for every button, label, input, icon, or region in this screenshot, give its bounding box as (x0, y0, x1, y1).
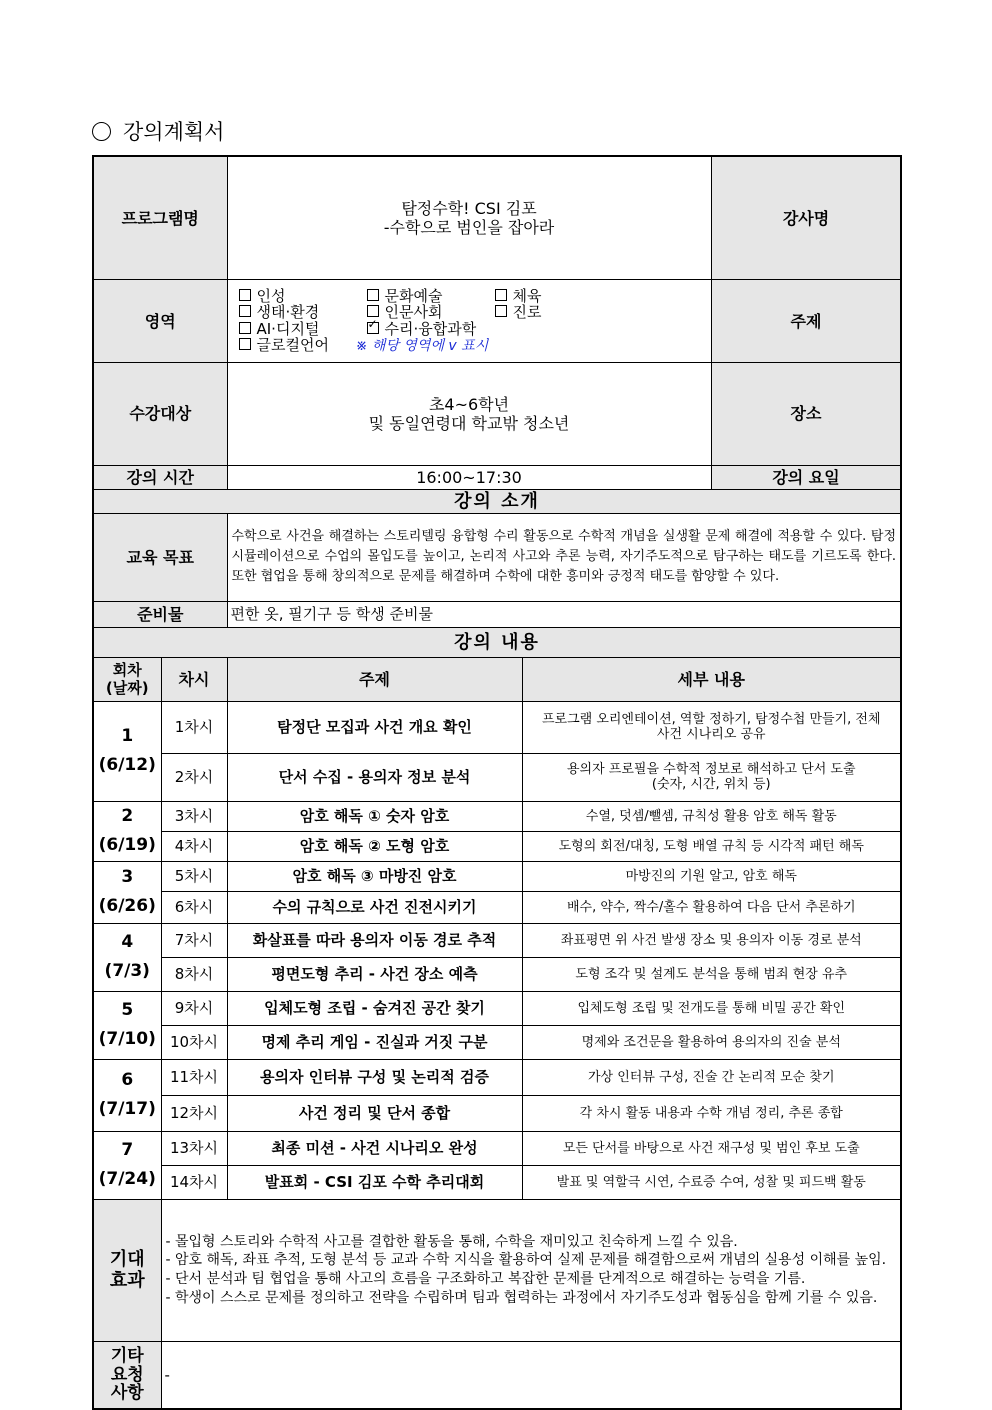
col-session: 차시 (161, 657, 227, 701)
topic-cell: 암호 해독 ③ 마방진 암호 (227, 861, 522, 891)
session-cell: 4차시 (161, 831, 227, 861)
table-row (93, 1025, 901, 1059)
table-row (93, 891, 901, 923)
session-cell: 2차시 (161, 753, 227, 801)
col-round: 회차 (날짜) (93, 657, 161, 701)
area-option-ecology[interactable]: 생태·환경 (239, 304, 367, 321)
session-cell: 13차시 (161, 1131, 227, 1165)
session-cell: 10차시 (161, 1025, 227, 1059)
other-label: 기타 요청 사항 (93, 1341, 161, 1409)
other-value: - (161, 1341, 901, 1409)
detail-cell: 각 차시 활동 내용과 수학 개념 정리, 추론 종합 (522, 1095, 901, 1131)
day-label: 강의 요일 (711, 465, 901, 489)
session-cell: 12차시 (161, 1095, 227, 1131)
target-label: 수강대상 (93, 362, 227, 465)
session-cell: 11차시 (161, 1059, 227, 1095)
effect-item: - 단서 분석과 팀 협업을 통해 사고의 흐름을 구조화하고 복잡한 문제를 단계적으로 해결하는 능력을 기름. (165, 1271, 806, 1288)
table-row (93, 1095, 901, 1131)
detail-cell: 프로그램 오리엔테이션, 역할 정하기, 탐정수첩 만들기, 전체 사건 시나리오 공유 (522, 701, 901, 753)
area-option-culture-art[interactable]: 문화예술 (367, 288, 495, 305)
detail-cell: 마방진의 기원 알고, 암호 해독 (522, 861, 901, 891)
session-cell: 1차시 (161, 701, 227, 753)
table-row (93, 1165, 901, 1199)
area-label: 영역 (93, 280, 227, 363)
topic-cell: 명제 추리 게임 - 진실과 거짓 구분 (227, 1025, 522, 1059)
place-label: 장소 (711, 362, 901, 465)
table-row (93, 753, 901, 801)
detail-cell: 입체도형 조립 및 전개도를 통해 비밀 공간 확인 (522, 991, 901, 1025)
topic-cell: 사건 정리 및 단서 종합 (227, 1095, 522, 1131)
checkbox-icon[interactable] (367, 305, 379, 317)
checkbox-icon[interactable] (495, 289, 507, 301)
area-option-career[interactable]: 진로 (495, 304, 555, 321)
detail-cell: 도형 조각 및 설계도 분석을 통해 범죄 현장 유추 (522, 957, 901, 991)
effects-list (161, 1199, 901, 1341)
area-options: 인성 문화예술 체육 생태·환경 인문사회 진로 AI·디지털 ✓ 수리·융합과학 글로컬언어 ※ 해당 영역에 v 표시 (227, 280, 711, 363)
topic-label: 주제 (711, 280, 901, 363)
effect-item: - 몰입형 스토리와 수학적 사고를 결합한 활동을 통해, 수학을 재미있고 친숙하게 느낄 수 있음. (165, 1233, 738, 1250)
area-option-inseong[interactable]: 인성 (239, 288, 367, 305)
topic-cell: 단서 수집 - 용의자 정보 분석 (227, 753, 522, 801)
detail-cell: 명제와 조건문을 활용하여 용의자의 진술 분석 (522, 1025, 901, 1059)
session-cell: 14차시 (161, 1165, 227, 1199)
table-row (93, 831, 901, 861)
checkbox-checked-icon[interactable] (367, 322, 379, 334)
area-option-sports[interactable]: 체육 (495, 288, 555, 305)
detail-cell: 배수, 약수, 짝수/홀수 활용하여 다음 단서 추론하기 (522, 891, 901, 923)
detail-cell: 발표 및 역할극 시연, 수료증 수여, 성찰 및 피드백 활동 (522, 1165, 901, 1199)
time-value: 16:00~17:30 (227, 465, 711, 489)
area-option-ai-digital[interactable]: AI·디지털 (239, 321, 367, 338)
topic-cell: 발표회 - CSI 김포 수학 추리대회 (227, 1165, 522, 1199)
goal-text: 수학으로 사건을 해결하는 스토리텔링 융합형 수리 활동으로 수학적 개념을 실생활 문제 해결에 적용할 수 있다. 탐정 시뮬레이션으로 수업의 몰입도를 높이고, 논리적 사고와 추론 능력, 자기주도적으로 탐구하는 태도를 기르도록 한다. 또한 협업을 통해 창의적으로 문제를 해결하며 수학에 대한 흥미와 긍정적 태도를 함양할 수 있다. (227, 513, 901, 601)
table-row (93, 801, 901, 831)
table-row (93, 957, 901, 991)
prep-value: 편한 옷, 필기구 등 학생 준비물 (227, 601, 901, 627)
detail-cell: 도형의 회전/대칭, 도형 배열 규칙 등 시각적 패턴 해독 (522, 831, 901, 861)
area-note: ※ 해당 영역에 v 표시 (355, 338, 489, 355)
col-topic: 주제 (227, 657, 522, 701)
time-label: 강의 시간 (93, 465, 227, 489)
program-name: 탐정수학! CSI 김포 -수학으로 범인을 잡아라 (227, 156, 711, 280)
area-option-math-science[interactable]: ✓ 수리·융합과학 (367, 321, 495, 338)
session-cell: 9차시 (161, 991, 227, 1025)
session-cell: 3차시 (161, 801, 227, 831)
topic-cell: 수의 규칙으로 사건 진전시키기 (227, 891, 522, 923)
document-title: 강의계획서 (92, 116, 224, 146)
round-cell: 1 (6/12) (93, 701, 161, 801)
checkbox-global-lang[interactable] (239, 338, 251, 350)
intro-header: 강의 소개 (93, 489, 901, 513)
topic-cell: 화살표를 따라 용의자 이동 경로 추적 (227, 923, 522, 957)
session-cell: 8차시 (161, 957, 227, 991)
checkbox-icon[interactable] (495, 305, 507, 317)
checkbox-icon[interactable] (239, 305, 251, 317)
effect-item: - 암호 해독, 좌표 추적, 도형 분석 등 교과 수학 지식을 활용하여 실제 문제를 해결함으로써 개념의 실용성 이해를 높임. (165, 1252, 887, 1269)
schedule-rows (93, 701, 901, 1199)
program-label: 프로그램명 (93, 156, 227, 280)
checkbox-icon[interactable] (367, 289, 379, 301)
round-cell: 5 (7/10) (93, 991, 161, 1059)
table-row (93, 1059, 901, 1095)
detail-cell: 용의자 프로필을 수학적 정보로 해석하고 단서 도출 (숫자, 시간, 위치 등) (522, 753, 901, 801)
session-cell: 5차시 (161, 861, 227, 891)
table-row (93, 923, 901, 957)
detail-cell: 가상 인터뷰 구성, 진술 간 논리적 모순 찾기 (522, 1059, 901, 1095)
topic-cell: 최종 미션 - 사건 시나리오 완성 (227, 1131, 522, 1165)
area-option-humanities[interactable]: 인문사회 (367, 304, 495, 321)
detail-cell: 모든 단서를 바탕으로 사건 재구성 및 범인 후보 도출 (522, 1131, 901, 1165)
round-cell: 2 (6/19) (93, 801, 161, 861)
topic-cell: 탐정단 모집과 사건 개요 확인 (227, 701, 522, 753)
content-header: 강의 내용 (93, 627, 901, 657)
area-checkbox-grid (239, 288, 708, 338)
round-cell: 6 (7/17) (93, 1059, 161, 1131)
lecture-plan-table (92, 155, 902, 1410)
effect-item: - 학생이 스스로 문제를 정의하고 전략을 수립하며 팀과 협력하는 과정에서 자기주도성과 협동심을 함께 기를 수 있음. (165, 1290, 878, 1307)
table-row (93, 1131, 901, 1165)
col-detail: 세부 내용 (522, 657, 901, 701)
round-cell: 3 (6/26) (93, 861, 161, 923)
checkbox-icon[interactable] (239, 322, 251, 334)
topic-cell: 암호 해독 ② 도형 암호 (227, 831, 522, 861)
table-row (93, 861, 901, 891)
topic-cell: 암호 해독 ① 숫자 암호 (227, 801, 522, 831)
goal-label: 교육 목표 (93, 513, 227, 601)
instructor-label: 강사명 (711, 156, 901, 280)
detail-cell: 좌표평면 위 사건 발생 장소 및 용의자 이동 경로 분석 (522, 923, 901, 957)
table-row (93, 701, 901, 753)
checkbox-icon[interactable] (239, 289, 251, 301)
topic-cell: 평면도형 추리 - 사건 장소 예측 (227, 957, 522, 991)
prep-label: 준비물 (93, 601, 227, 627)
session-cell: 6차시 (161, 891, 227, 923)
effects-label: 기대 효과 (93, 1199, 161, 1341)
topic-cell: 용의자 인터뷰 구성 및 논리적 검증 (227, 1059, 522, 1095)
table-row (93, 991, 901, 1025)
circle-bullet-icon (92, 122, 111, 141)
round-cell: 7 (7/24) (93, 1131, 161, 1199)
round-cell: 4 (7/3) (93, 923, 161, 991)
target-value: 초4~6학년 및 동일연령대 학교밖 청소년 (227, 362, 711, 465)
session-cell: 7차시 (161, 923, 227, 957)
detail-cell: 수열, 덧셈/뺄셈, 규칙성 활용 암호 해독 활동 (522, 801, 901, 831)
topic-cell: 입체도형 조립 - 숨겨진 공간 찾기 (227, 991, 522, 1025)
